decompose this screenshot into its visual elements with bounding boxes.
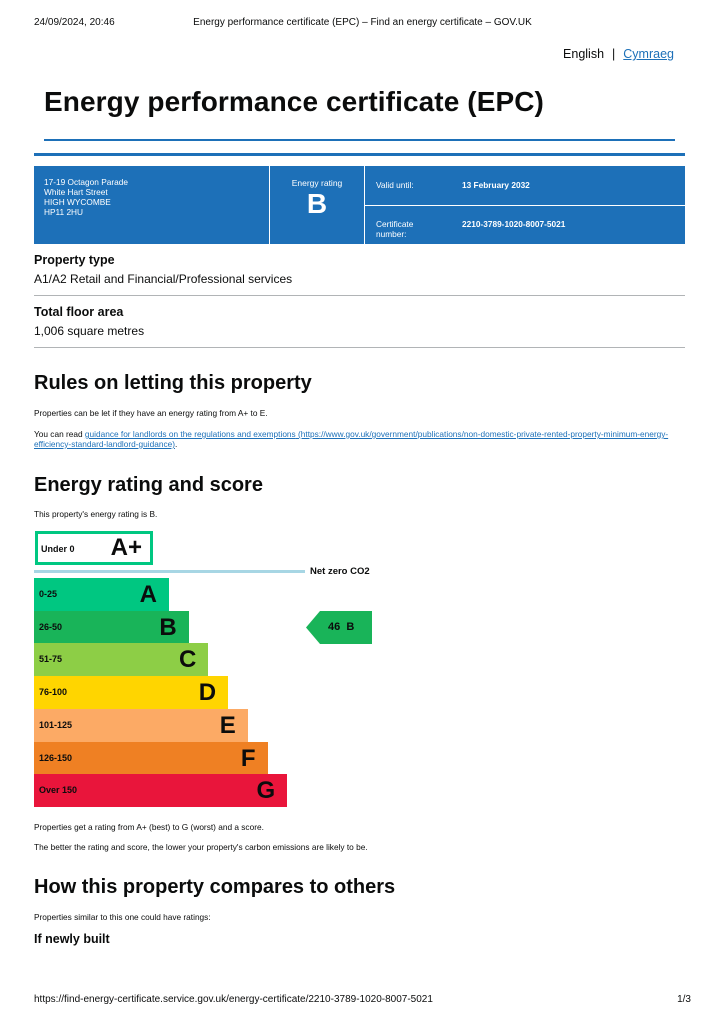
energy-rating-value: B [306, 188, 328, 219]
energy-rating-intro: This property's energy rating is B. [34, 509, 158, 519]
band-range: 76-100 [39, 687, 68, 698]
address-line: White Hart Street [44, 187, 108, 197]
current-rating-arrow [306, 611, 372, 644]
compare-heading: How this property compares to others [34, 876, 396, 898]
energy-rating-heading: Energy rating and score [34, 474, 263, 496]
band-letter: C [179, 646, 197, 674]
band-range: 0-25 [39, 589, 58, 599]
address-line: HP11 2HU [44, 207, 84, 217]
print-page-number: 1/3 [677, 994, 691, 1005]
band-range: Over 150 [39, 785, 78, 796]
property-type-row [34, 253, 685, 286]
band-range: 126-150 [39, 752, 73, 763]
band-b [34, 611, 189, 644]
title-underline [44, 139, 675, 141]
band-range: 51-75 [39, 654, 63, 665]
guidance-prefix: You can read [34, 429, 85, 439]
landlord-guidance-link-text: guidance for landlords on the regulations and exemptions [84, 429, 296, 439]
valid-until-label: Valid until: [376, 180, 414, 190]
print-page-title: Energy performance certificate (EPC) – Find an energy certificate – GOV.UK [193, 17, 532, 28]
compare-intro: Properties similar to this one could have ratings: [34, 912, 211, 922]
band-letter: D [198, 679, 217, 707]
rating-note-2: The better the rating and score, the lower your property's carbon emissions are likely to be. [34, 842, 368, 852]
band-c [34, 643, 208, 676]
box-divider [364, 205, 685, 206]
row-divider [34, 347, 685, 348]
band-letter: A+ [110, 534, 142, 561]
band-letter: B [159, 613, 177, 641]
band-range: Under 0 [41, 544, 75, 554]
certificate-summary-box [34, 166, 685, 244]
row-divider [34, 295, 685, 296]
property-type-value: A1/A2 Retail and Financial/Professional services [34, 272, 293, 286]
language-current: English [563, 47, 605, 61]
band-letter: F [240, 744, 256, 772]
net-zero-line [34, 570, 305, 573]
band-d [34, 676, 228, 709]
certificate-number-label: Certificate number: [376, 219, 414, 239]
property-address [44, 177, 128, 217]
band-letter: G [256, 777, 276, 805]
print-url: https://find-energy-certificate.service.gov.uk/energy-certificate/2210-3789-1020-8007-5021 [34, 994, 433, 1005]
band-range: 26-50 [39, 621, 63, 632]
language-toggle [563, 47, 674, 61]
guidance-suffix: . [174, 439, 178, 449]
address-line: 17-19 Octagon Parade [44, 177, 128, 187]
energy-rating-chart [34, 530, 394, 815]
current-score: 46 [328, 620, 341, 633]
band-f [34, 742, 268, 775]
language-link-welsh[interactable]: Cymraeg [623, 47, 674, 61]
print-datetime: 24/09/2024, 20:46 [34, 17, 115, 28]
landlord-guidance-link[interactable] [34, 429, 668, 449]
property-type-label: Property type [34, 253, 115, 267]
address-line: HIGH WYCOMBE [44, 197, 111, 207]
section-rule [34, 153, 685, 156]
net-zero-label: Net zero CO2 [310, 566, 370, 577]
band-letter: A [139, 581, 157, 608]
print-footer [0, 994, 725, 1008]
band-g [34, 774, 287, 807]
print-header [0, 17, 725, 31]
floor-area-row [34, 305, 685, 338]
current-rating-marker [306, 611, 372, 644]
letting-guidance-paragraph [34, 429, 685, 449]
band-letter: E [219, 711, 236, 739]
page-title: Energy performance certificate (EPC) [44, 86, 544, 117]
energy-rating-label: Energy rating [291, 178, 343, 188]
valid-until-value: 13 February 2032 [462, 180, 530, 190]
certificate-number-value: 2210-3789-1020-8007-5021 [462, 219, 566, 229]
band-range: 101-125 [39, 719, 73, 730]
language-separator: | [612, 47, 616, 61]
floor-area-value: 1,006 square metres [34, 324, 145, 338]
floor-area-label: Total floor area [34, 305, 124, 319]
rating-note-1: Properties get a rating from A+ (best) to G (worst) and a score. [34, 822, 264, 832]
letting-heading: Rules on letting this property [34, 372, 312, 394]
band-aplus [35, 531, 153, 565]
current-band: B [346, 620, 355, 633]
band-a [34, 578, 169, 611]
newly-built-subheading: If newly built [34, 932, 110, 946]
letting-paragraph: Properties can be let if they have an energy rating from A+ to E. [34, 408, 268, 418]
band-e [34, 709, 248, 742]
landlord-guidance-link-url: (https://www.gov.uk/government/publications/non-domestic-private-rented-property-minimum-energy-efficiency-standard-landlord-guidance) [34, 429, 669, 449]
